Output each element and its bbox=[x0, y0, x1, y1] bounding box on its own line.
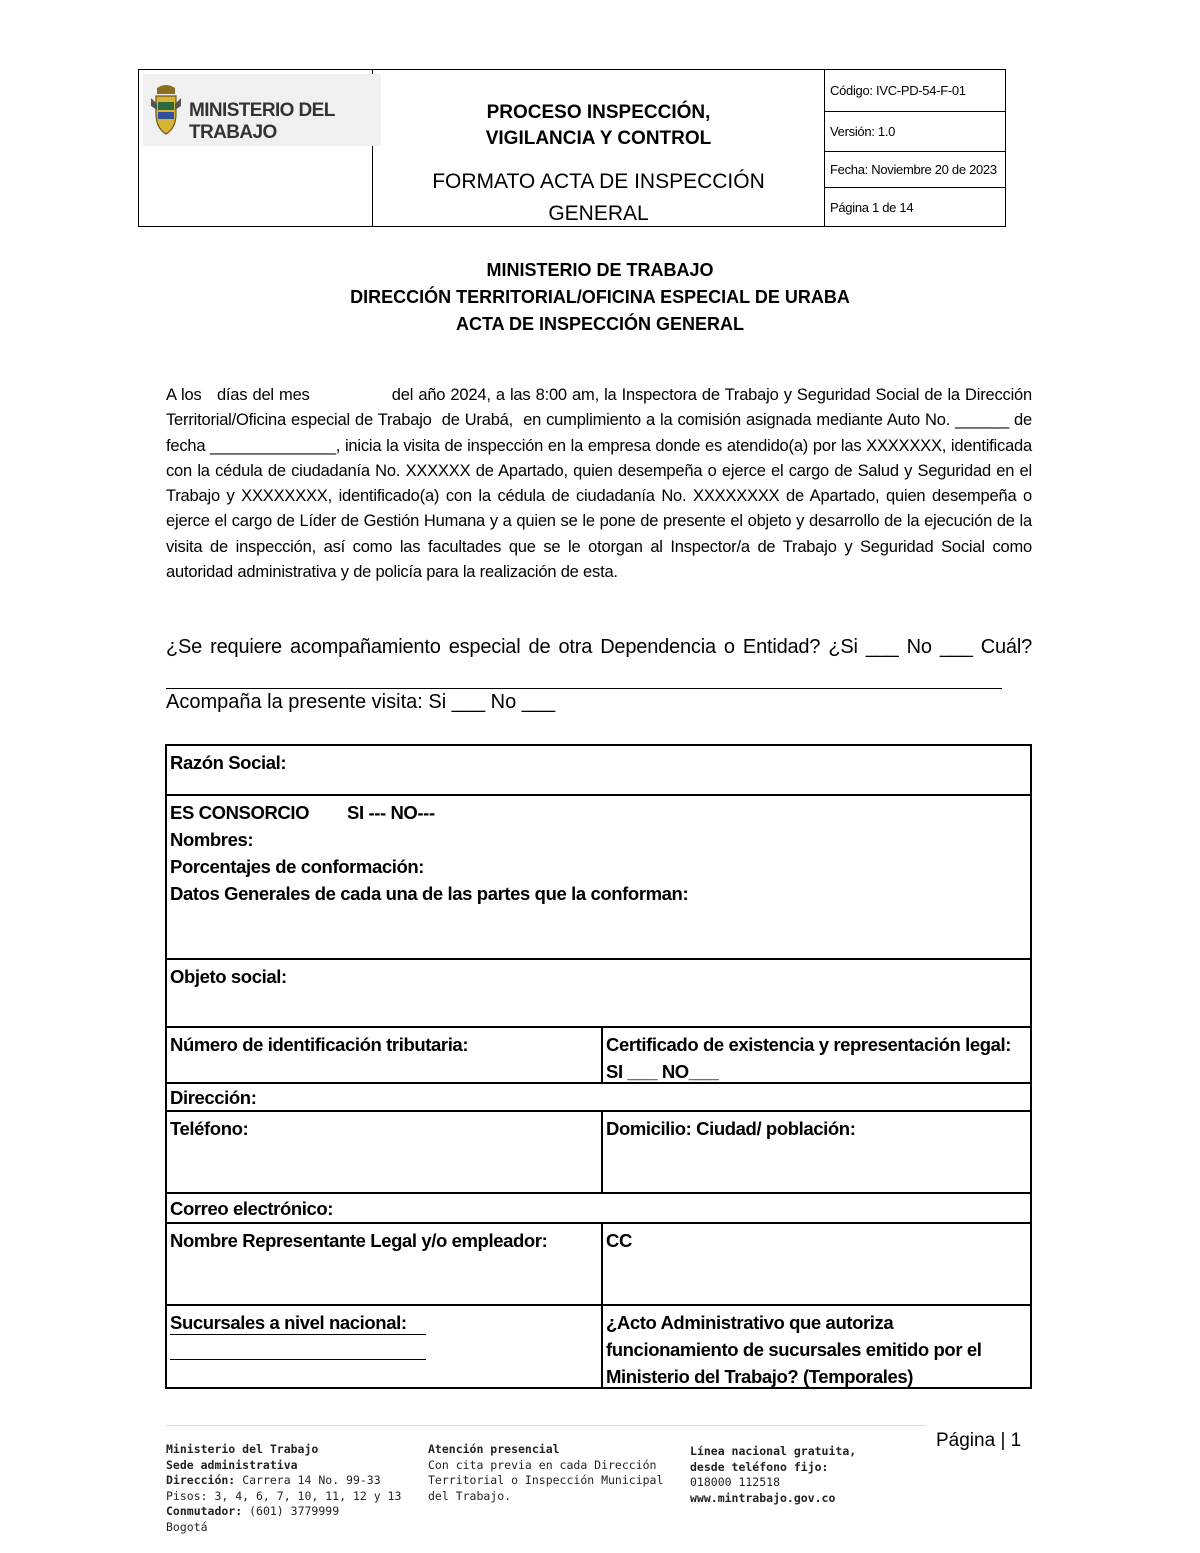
table-row bbox=[167, 1194, 1030, 1224]
consorcio-block[interactable] bbox=[167, 796, 1030, 958]
telefono-field[interactable]: Teléfono: bbox=[167, 1112, 603, 1192]
porcentajes-label: Porcentajes de conformación: bbox=[170, 856, 425, 877]
correo-field[interactable]: Correo electrónico: bbox=[170, 1198, 334, 1219]
footer-contact bbox=[166, 1442, 401, 1535]
footer-rule bbox=[166, 1425, 926, 1426]
footer-floors: Pisos: 3, 4, 6, 7, 10, 11, 12 y 13 bbox=[166, 1488, 402, 1503]
footer-attention-title: Atención presencial bbox=[428, 1442, 560, 1456]
process-title: PROCESO INSPECCIÓN, VIGILANCIA Y CONTROL bbox=[485, 102, 712, 149]
coat-of-arms-icon bbox=[151, 84, 181, 136]
document-titles bbox=[0, 257, 1200, 338]
certificado-field[interactable]: Certificado de existencia y representación legal: SI ___ NO___ bbox=[606, 1034, 1026, 1082]
table-row bbox=[167, 960, 1030, 1028]
doc-code: Código: IVC-PD-54-F-01 bbox=[825, 70, 1005, 112]
footer-attention-line: Con cita previa en cada Dirección bbox=[428, 1457, 657, 1472]
doc-version: Versión: 1.0 bbox=[825, 112, 1005, 152]
table-row bbox=[167, 1112, 1030, 1194]
cc-field[interactable]: CC bbox=[606, 1230, 632, 1251]
footer-attention bbox=[428, 1442, 663, 1504]
ministry-logo bbox=[143, 74, 381, 146]
sucursales-field[interactable] bbox=[167, 1306, 603, 1387]
acto-administrativo-field[interactable]: ¿Acto Administrativo que autoriza funcionamiento de sucursales emitido por el Ministerio del Trabajo? (Temporales) bbox=[606, 1312, 982, 1387]
footer-attention-line: Territorial o Inspección Municipal bbox=[428, 1473, 664, 1487]
doc-date: Fecha: Noviembre 20 de 2023 bbox=[825, 152, 1005, 188]
direccion-field[interactable]: Dirección: bbox=[170, 1087, 257, 1108]
footer-sede: Sede administrativa bbox=[166, 1457, 298, 1472]
footer-website-link[interactable]: www.mintrabajo.gov.co bbox=[690, 1490, 836, 1505]
sucursales-label: Sucursales a nivel nacional: bbox=[170, 1312, 407, 1333]
table-row bbox=[167, 1306, 1030, 1387]
razon-social-field[interactable]: Razón Social: bbox=[170, 752, 287, 773]
representante-field[interactable]: Nombre Representante Legal y/o empleador: bbox=[167, 1224, 603, 1304]
table-row bbox=[167, 746, 1030, 796]
footer-city: Bogotá bbox=[166, 1519, 208, 1534]
nombres-label: Nombres: bbox=[170, 829, 254, 850]
answer-line bbox=[166, 688, 1002, 689]
accompanies-visit: Acompaña la presente visita: Si ___ No ___ bbox=[166, 691, 556, 713]
footer-hotline bbox=[690, 1444, 856, 1506]
logo-text: MINISTERIO DEL TRABAJO bbox=[189, 100, 335, 143]
table-row bbox=[167, 1028, 1030, 1084]
footer-hotline-title: Línea nacional gratuita, bbox=[690, 1444, 857, 1458]
title-direction: DIRECCIÓN TERRITORIAL/OFICINA ESPECIAL DE URABA bbox=[350, 287, 850, 307]
logo-cell bbox=[139, 70, 373, 226]
footer-phone-label: Conmutador: bbox=[166, 1504, 243, 1518]
footer-attention-line: del Trabajo. bbox=[428, 1488, 512, 1503]
meta-cell bbox=[825, 70, 1005, 226]
table-row bbox=[167, 1084, 1030, 1112]
footer-address-label: Dirección: bbox=[166, 1473, 236, 1487]
table-row bbox=[167, 1224, 1030, 1306]
title-act: ACTA DE INSPECCIÓN GENERAL bbox=[455, 314, 745, 334]
company-data-table bbox=[165, 744, 1032, 1389]
consorcio-label: ES CONSORCIO SI --- NO--- bbox=[170, 802, 435, 823]
nit-field[interactable]: Número de identificación tributaria: bbox=[167, 1028, 603, 1082]
objeto-social-field[interactable]: Objeto social: bbox=[170, 966, 287, 987]
document-header-table bbox=[138, 69, 1006, 227]
title-cell bbox=[373, 70, 825, 226]
page-number: Página | 1 bbox=[936, 1430, 1022, 1451]
blank-line bbox=[170, 1335, 426, 1360]
footer-address: Carrera 14 No. 99-33 bbox=[242, 1473, 381, 1487]
footer-phone: (601) 3779999 bbox=[249, 1504, 340, 1518]
title-ministry: MINISTERIO DE TRABAJO bbox=[486, 260, 714, 280]
footer-hotline-sub: desde teléfono fijo: bbox=[690, 1459, 829, 1474]
domicilio-field[interactable]: Domicilio: Ciudad/ población: bbox=[606, 1118, 856, 1139]
format-title: FORMATO ACTA DE INSPECCIÓN GENERAL bbox=[432, 170, 765, 225]
table-row bbox=[167, 796, 1030, 960]
datos-generales-label: Datos Generales de cada una de las partes que la conforman: bbox=[170, 883, 689, 904]
footer-hotline-number: 018000 112518 bbox=[690, 1475, 781, 1489]
footer-ministry: Ministerio del Trabajo bbox=[166, 1442, 319, 1456]
accompaniment-question: ¿Se requiere acompañamiento especial de otra Dependencia o Entidad? ¿Si ___ No ___ Cuál? bbox=[166, 636, 1032, 658]
intro-paragraph: A los días del mes del año 2024, a las 8:00 am, la Inspectora de Trabajo y Seguridad Social de la Dirección Territorial/Oficina especial de Trabajo de Urabá, en cumplimiento a la comisión asignada mediante Auto No. ______ de fecha ______________, inicia la visita de inspección en la empresa donde es atendido(a) por las XXXXXXX, identificada con la cédula de ciudadanía No. XXXXXX de Apartado, quien desempeña o ejerce el cargo de Salud y Seguridad en el Trabajo y XXXXXXXX, identificado(a) con la cédula de ciudadanía No. XXXXXXXX de Apartado, quien desempeña o ejerce el cargo de Líder de Gestión Humana y a quien se le pone de presente el objeto y desarrollo de la ejecución de la visita de inspección, así como las facultades que se le otorgan al Inspector/a de Trabajo y Seguridad Social como autoridad administrativa y de policía para la realización de esta. bbox=[166, 386, 1037, 582]
doc-page: Página 1 de 14 bbox=[830, 199, 914, 215]
